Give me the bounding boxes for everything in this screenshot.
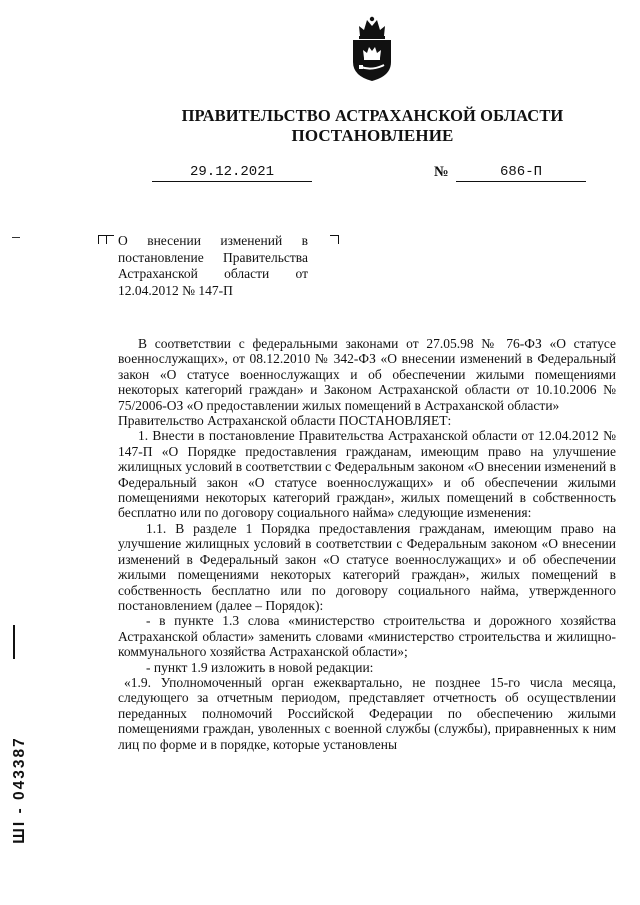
clause-1-9-text: «1.9. Уполномоченный орган ежеквартально, не позднее 15-го числа месяца, следующего за отчетным периодом, представляет отчетность об осуществлении переданных полномочий Российской Федерации по обеспечению жилыми помещениями граждан, уволенных с военной службы (службы), приравненных к ним лиц по форме и в порядке, которые установлены [118,674,616,752]
document-number: 686-П [456,163,586,182]
margin-bar [13,625,15,659]
astrakhan-coat-of-arms-icon [347,14,397,82]
document-body [118,336,616,752]
resolution-statement: Правительство Астраханской области ПОСТАНОВЛЯЕТ: [118,413,452,429]
document-type: ПОСТАНОВЛЕНИЕ [291,126,454,145]
document-date: 29.12.2021 [152,163,312,182]
form-serial-number: ШI - 043387 [11,736,28,844]
subject-corner-mark-right [330,235,339,244]
preamble-paragraph: В соответствии с федеральными законами от 27.05.98 № 76-ФЗ «О статусе военнослужащих», от 08.12.2010 № 342-ФЗ «О внесении изменений в Федеральный закон «О статусе военнослужащих и об обеспечении жилыми помещениями некоторых категорий граждан» и Законом Астраханской области от 10.10.2006 № 75/2006-ОЗ «О предоставлении жилых помещений в Астраханской области» [118,336,616,413]
subject-corner-mark-left-inner [106,235,114,244]
clause-1-9-change: - пункт 1.9 изложить в новой редакции: [146,659,374,675]
document-subject: О внесении изменений в постановление Правительства Астраханской области от 12.04.2012 № 147-П [118,233,308,298]
margin-dash [12,237,20,238]
number-sign: № [434,164,449,180]
government-name: ПРАВИТЕЛЬСТВО АСТРАХАНСКОЙ ОБЛАСТИ [181,106,564,125]
clause-1-3-change: - в пункте 1.3 слова «министерство строительства и дорожного хозяйства Астраханской области» заменить словами «министерство строительства и жилищно-коммунального хозяйства Астраханской области»; [118,613,616,660]
clause-1-1: 1.1. В разделе 1 Порядка предоставления гражданам, имеющим право на улучшение жилищных условий в соответствии с Федеральным законом «О внесении изменений в Федеральный закон «О статусе военнослужащих» и об обеспечении жилыми помещениями некоторых категорий граждан», жилых помещений в собственность бесплатно или по договору социального найма, утвержденного постановлением (далее – Порядок): [118,520,616,613]
clause-1: 1. Внести в постановление Правительства Астраханской области от 12.04.2012 № 147-П «О Порядке предоставления гражданам, имеющим право на улучшение жилищных условий в соответствии с Федеральным законом «О внесении изменений в Федеральный закон «О статусе военнослужащих» и об обеспечении жилыми помещениями некоторых категорий граждан», жилых помещений в собственность бесплатно или по договору социального найма» следующие изменения: [118,428,616,521]
